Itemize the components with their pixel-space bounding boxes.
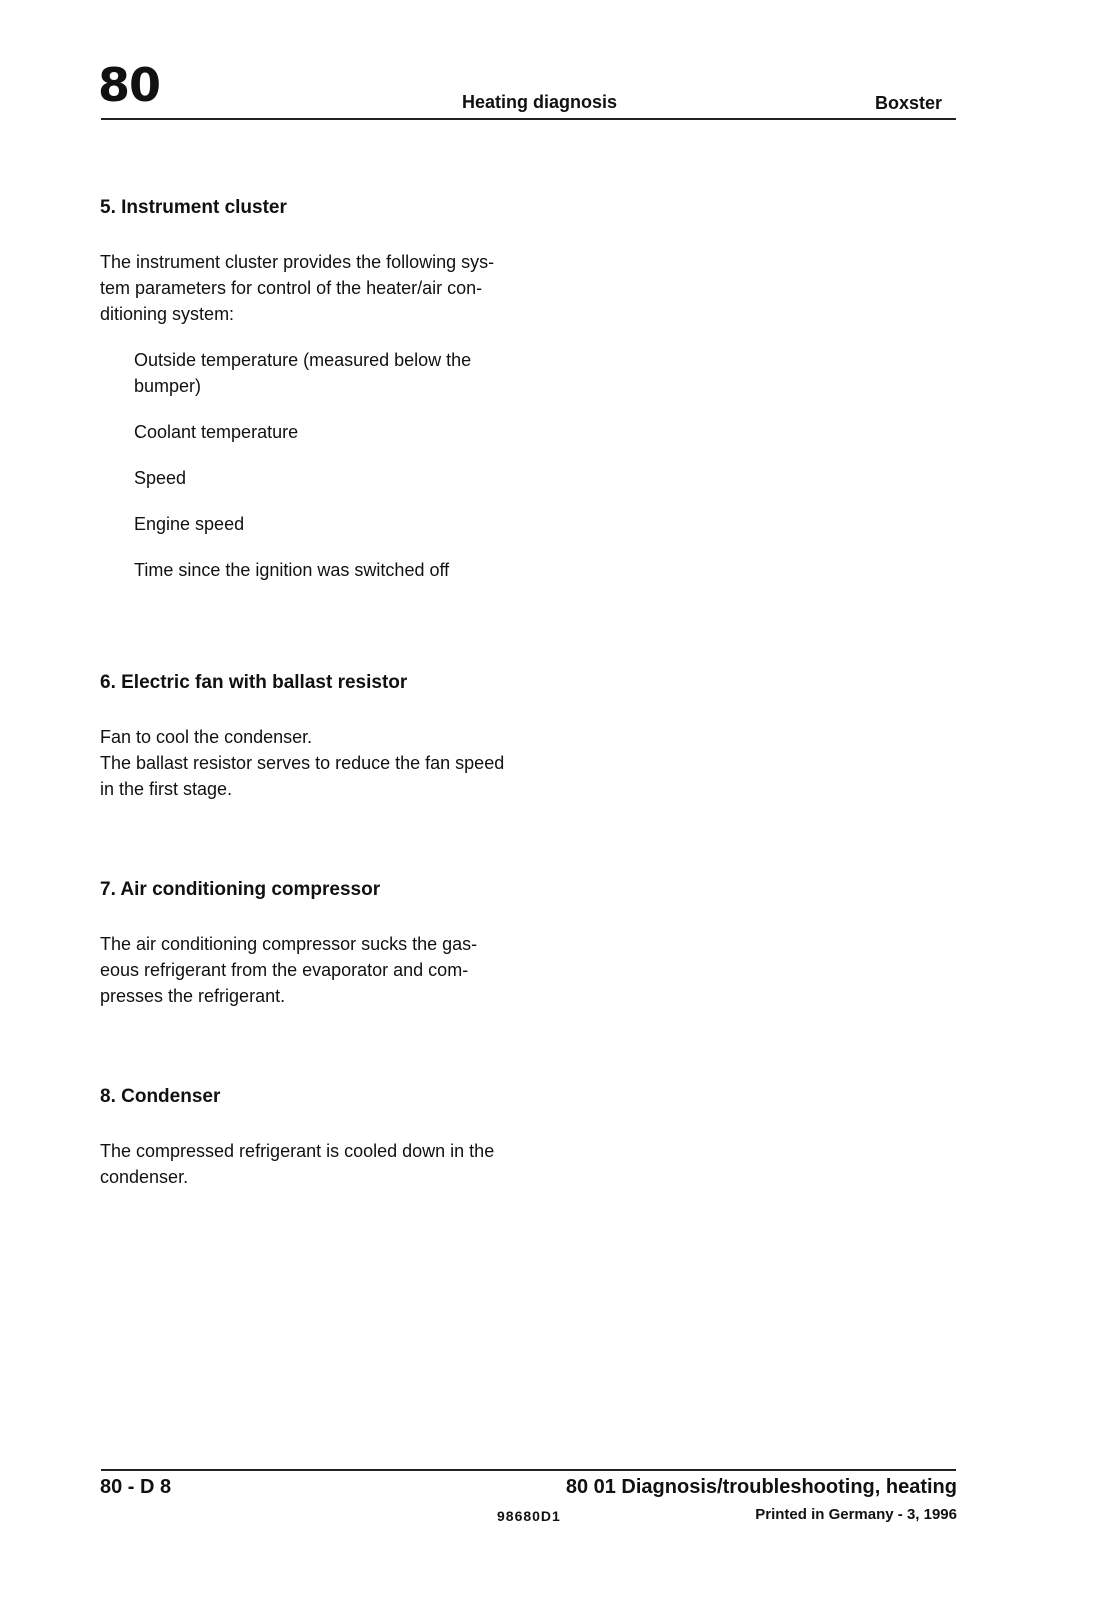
section-paragraph: The ballast resistor serves to reduce the fan speed in the first stage.: [100, 753, 505, 799]
page-content: [100, 195, 505, 1190]
footer-document-code: 98680D1: [497, 1508, 561, 1524]
header-model: Boxster: [874, 93, 942, 113]
footer-page-number: 80 - D 8: [100, 1476, 172, 1498]
parameter-list: [100, 347, 505, 583]
section-electric-fan: [100, 670, 505, 877]
section-paragraph: The compressed refrigerant is cooled down in the condenser.: [100, 1141, 495, 1187]
footer-section-title: 80 01 Diagnosis/troubleshooting, heating: [565, 1476, 957, 1498]
list-item: Coolant temperature: [134, 422, 299, 442]
footer-divider: [101, 1469, 956, 1471]
section-title: 6. Electric fan with ballast resistor: [100, 672, 408, 693]
header-divider: [101, 118, 956, 120]
header-title: Heating diagnosis: [462, 92, 618, 112]
section-paragraph: Fan to cool the condenser.: [100, 727, 313, 747]
section-title: 8. Condenser: [100, 1086, 221, 1107]
list-item: Speed: [134, 468, 187, 488]
section-ac-compressor: [100, 877, 505, 1084]
section-title: 5. Instrument cluster: [100, 197, 287, 218]
section-paragraph: The instrument cluster provides the following sys-tem parameters for control of the heater/air con-ditioning system:: [100, 252, 495, 324]
list-item: Time since the ignition was switched off: [134, 560, 450, 580]
section-instrument-cluster: [100, 195, 505, 670]
footer-print-info: Printed in Germany - 3, 1996: [755, 1506, 957, 1523]
list-item: Engine speed: [134, 514, 245, 534]
section-title: 7. Air conditioning compressor: [100, 879, 381, 900]
chapter-number: 80: [98, 58, 161, 112]
section-paragraph: The air conditioning compressor sucks the gas-eous refrigerant from the evaporator and com-presses the refrigerant.: [100, 934, 478, 1006]
list-item: Outside temperature (measured below the bumper): [134, 350, 472, 396]
section-condenser: [100, 1084, 505, 1190]
